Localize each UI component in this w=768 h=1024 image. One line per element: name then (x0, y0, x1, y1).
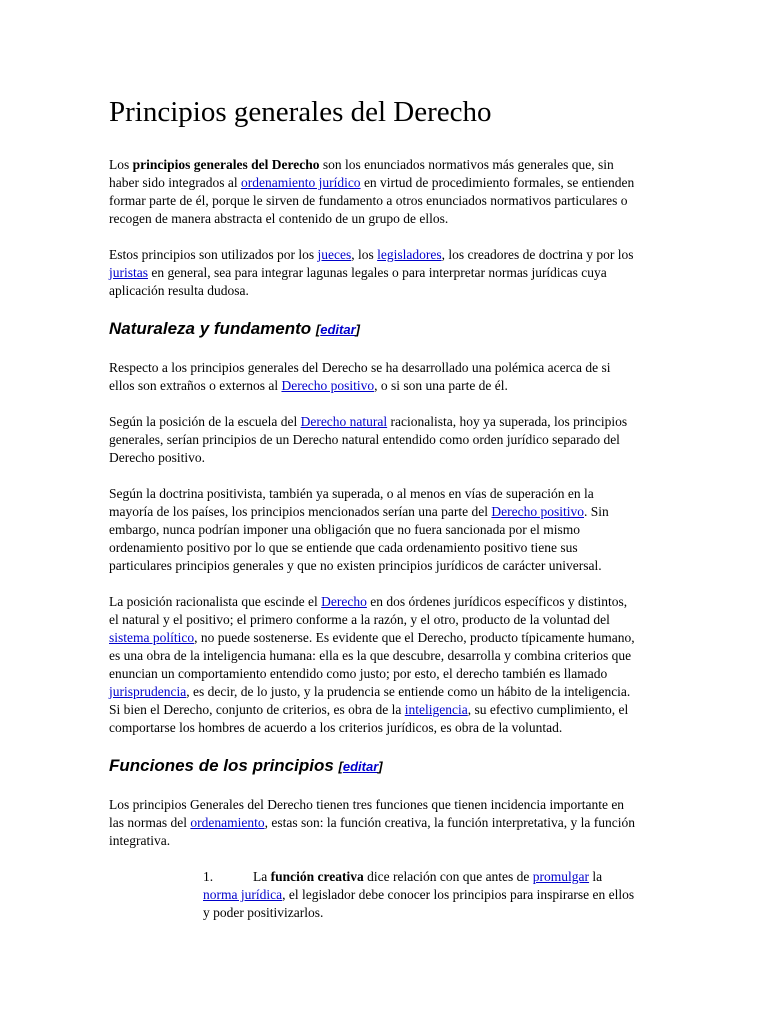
page-title: Principios generales del Derecho (109, 96, 492, 128)
text-run: racionalista, hoy ya superada, los principios generales, serían principios de un Derecho natural entendido como orden jurídico separado del Derecho positivo. (109, 414, 628, 465)
edit-section-control (339, 759, 383, 774)
link-inteligencia[interactable]: inteligencia (404, 702, 468, 717)
text-run: Estos principios son utilizados por los (109, 247, 318, 262)
text-run: , no puede sostenerse. Es evidente que el Derecho, producto típicamente humano, es una obra de la inteligencia humana: ella es la que descubre, desarrolla y combina criterios que enuncian un comportamiento entendido como justo; por esto, el derecho también es llamado (109, 630, 635, 681)
list-item (203, 868, 639, 922)
text-run: , su efectivo cumplimiento, el comportarse los hombres de acuerdo a los criterios jurídicos, es obra de la voluntad. (109, 702, 629, 735)
bracket: [ (338, 759, 343, 774)
text-run: la (589, 869, 603, 884)
edit-link[interactable]: editar (320, 322, 356, 337)
heading-text: Naturaleza y fundamento (109, 319, 312, 338)
text-run: son los enunciados normativos más generales que, sin haber sido integrados al (109, 157, 614, 190)
paragraph-racionalista (109, 593, 639, 737)
section-heading-naturaleza (109, 318, 639, 341)
bracket: [ (315, 322, 321, 337)
text-run: , los creadores de doctrina y por los (441, 247, 634, 262)
text-run: en virtud de procedimiento formales, se entienden formar parte de él, porque le sirven de fundamento a otros enunciados normativos particulares o recogen de manera abstracta el contenido de un grupo de ellos. (109, 175, 635, 226)
bold-term: principios generales del Derecho (132, 157, 320, 172)
bold-term: función creativa (270, 869, 364, 884)
link-sistema-politico[interactable]: sistema político (109, 630, 195, 645)
text-run: en dos órdenes jurídicos específicos y distintos, el natural y el positivo; el primero conforme a la razón, y el otro, producto de la voluntad del (109, 594, 628, 627)
section-heading-funciones (109, 755, 639, 778)
link-promulgar[interactable]: promulgar (532, 869, 590, 884)
text-run: La posición racionalista que escinde el (109, 594, 322, 609)
text-run: , estas son: la función creativa, la función interpretativa, y la función integrativa. (109, 815, 635, 848)
link-jurisprudencia[interactable]: jurisprudencia (109, 684, 187, 699)
paragraph-funciones (109, 796, 639, 850)
text-run: dice relación con que antes de (363, 869, 533, 884)
link-derecho-natural[interactable]: Derecho natural (300, 414, 388, 429)
list-item-text (203, 868, 639, 922)
text-run: Los (109, 157, 133, 172)
paragraph-positivista (109, 485, 639, 575)
text-run: La (253, 869, 271, 884)
text-run: en general, sea para integrar lagunas legales o para interpretar normas jurídicas cuya aplicación resulta dudosa. (109, 265, 607, 298)
text-run: , el legislador debe conocer los principios para inspirarse en ellos y poder positivizarlos. (203, 887, 635, 920)
list-number: 1. (203, 869, 214, 884)
intro-paragraph (109, 156, 639, 228)
paragraph-polemica (109, 359, 639, 395)
text-run: Los principios Generales del Derecho tienen tres funciones que tienen incidencia importante en las normas del (109, 797, 625, 830)
link-jueces[interactable]: jueces (317, 247, 352, 262)
link-ordenamiento[interactable]: ordenamiento (190, 815, 265, 830)
text-run: Según la posición de la escuela del (109, 414, 301, 429)
link-norma-juridica[interactable]: norma jurídica (203, 887, 283, 902)
functions-list (109, 868, 639, 922)
article-content (109, 94, 639, 922)
link-derecho-positivo[interactable]: Derecho positivo (281, 378, 375, 393)
link-juristas[interactable]: juristas (109, 265, 148, 280)
link-ordenamiento-juridico[interactable]: ordenamiento jurídico (240, 175, 361, 190)
bracket: ] (355, 322, 360, 337)
bracket: ] (378, 759, 383, 774)
edit-section-control (316, 322, 360, 337)
edit-link[interactable]: editar (342, 759, 379, 774)
text-run: , o si son una parte de él. (374, 378, 508, 393)
text-run: , es decir, de lo justo, y la prudencia se entiende como un hábito de la inteligencia. Si bien el Derecho, conjunto de criterios, es obra de la (109, 684, 631, 717)
text-run: . Sin embargo, nunca podrían imponer una obligación que no fuera sancionada por el mismo ordenamiento positivo por lo que se entiende que cada ordenamiento positivo tiene sus particulares principios generales y que no existen principios jurídicos de carácter universal. (109, 504, 609, 573)
text-run: , los (351, 247, 378, 262)
link-derecho[interactable]: Derecho (321, 594, 367, 609)
link-derecho-positivo[interactable]: Derecho positivo (491, 504, 585, 519)
text-run: Respecto a los principios generales del Derecho se ha desarrollado una polémica acerca de si ellos son extraños o externos al (109, 360, 611, 393)
text-run: Según la doctrina positivista, también ya superada, o al menos en vías de superación en la mayoría de los países, los principios mencionados serían una parte del (109, 486, 594, 519)
heading-text: Funciones de los principios (109, 756, 334, 775)
link-legisladores[interactable]: legisladores (377, 247, 442, 262)
usage-paragraph (109, 246, 639, 300)
paragraph-derecho-natural (109, 413, 639, 467)
